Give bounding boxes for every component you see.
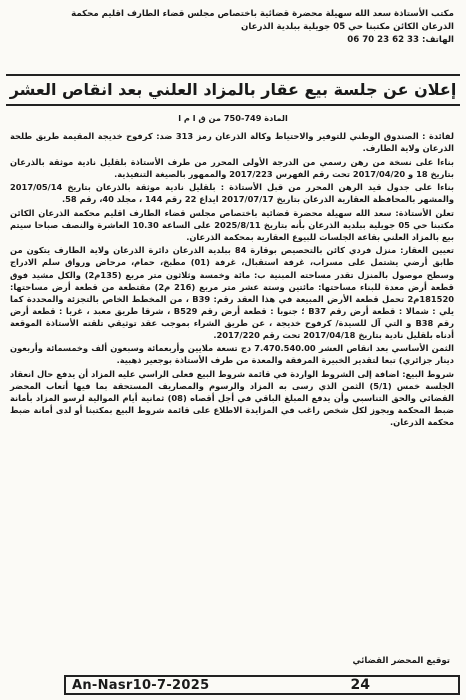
phone-label: الهاتف: (422, 35, 454, 45)
notice-body (10, 130, 454, 430)
paragraph-sale-conditions: شروط البيع: اضافة إلى الشروط الواردة في قائمة شروط البيع فعلى الراسي عليه المزاد أن يدفع حال انعقاد الجلسة خمس (5/1) الثمن الذي رسى به المزاد والرسوم والمصاريف المستحقة بما فيها أتعاب المحضر القضائي والحق التناسبي وأن يدفع المبلغ الباقي في أجل أقصاه (08) ثمانية أيام الموالية لرسو المزاد بأمانة ضبط المحكمة ويجوز لكل شخص راغب في المزايدة الاطلاع على قائمة شروط البيع بمكتبنا أو لدى أمانة ضبط محكمة الذرعان. (10, 368, 454, 428)
paragraph-parties: لفائدة : الصندوق الوطني للتوفير والاحتياط وكالة الذرعان رمز 313 ضد: كرفوح خديجة المقيمة طريق طلحة الذرعان ولاية الطارف. (10, 131, 454, 154)
bailiff-signature-line: توقيع المحضر القضائي (352, 656, 450, 666)
legal-reference: المادة 749-750 من ق ا م ا (178, 113, 288, 123)
header-line-office: مكتب الأستاذة سعد الله سهيلة محضرة قضائية باختصاص مجلس قضاء الطارف اقليم محكمة (71, 9, 454, 19)
header-line-address: الذرعان الكائن مكتبنا حي 05 جويلية ببلدية الذرعان (241, 22, 454, 32)
bailiff-office-header (70, 8, 454, 47)
phone-number: 06 70 23 62 33 (347, 35, 420, 45)
page-number: 24 (350, 677, 370, 693)
paragraph-mortgage-deed: بناءا على نسخة من رهن رسمي من الدرجة الأولى المحرر من طرف الأستاذة بلقليل نادية موثقة بالذرعان بتاريخ 18 و 2017/04/20 تحت رقم الفهرس 2017/223 والممهور بالصيغة التنفيذية. (10, 156, 454, 179)
paragraph-base-price: الثمن الأساسي بعد انقاص العشر 7.470.540.00 دج تسعة ملايين وأربعمائة وسبعون ألف وخمسمائة وأربعون دينار جزائري) تبعا لتقدير الخبيرة المرفقة والمعدة من طرف الأستاذة بوجعير ذهبية. (10, 343, 454, 366)
paragraph-mortgage-registration: بناءا على جدول قيد الرهن المحرر من قبل الأستاذة : بلقليل نادية موثقة بالذرعان بتاريخ 2017/05/14 والمشهر بالمحافظة العقارية الذرعان بتاريخ 2017/07/17 ايداع 22 رقم 144 ، مجلد 40، رقم 58. (10, 182, 454, 205)
page-footer (64, 675, 460, 695)
notice-title: إعلان عن جلسة بيع عقار بالمزاد العلني بعد انقاص العشر (6, 74, 460, 106)
publication-date: An-Nasr10-7-2025 (72, 677, 210, 693)
paragraph-property-description: تعيين العقار: منزل فردي كائن بالتحصيص بوقارة 84 ببلدية الذرعان دائرة الذرعان ولاية الطارف يتكون من طابق أرضي يشتمل على مسراب، غرفة استقبال، غرفة (01) مطبخ، حمام، مرحاض ورواق سلم الادراج وسطح موصول بالمنزل تقدر مساحته المبنية ب: مائة وخمسة وثلاثون متر مربع (135م2) والكل مشيد فوق قطعة أرض معدة للبناء مساحتها: مائتين وستة عشر متر مربع (216 م2) مقتطعة من قطعة أرض مساحتها: 181520م2 تحمل قطعة الأرض المبيعة في هذا العقد رقم: B39 ، من المخطط الخاص بالتجزئة والمحددة كما يلي : شمالا : قطعة أرض رقم B37 ؛ جنوبا : قطعة أرض رقم B529 ، شرقا طريق معبد ، غربا : قطعة أرض رقم B38 و التي آل للسيدة/ كرفوح خديجة ، عن طريق الشراء بموجب عقد توثيقي تلقته الأستاذة الموقعة أدناه بلقليل نادية بتاريخ 2017/04/18 تحت رقم 2017/220. (10, 245, 455, 340)
header-line-phone (70, 34, 454, 47)
paragraph-auction-announcement: تعلن الأستاذة: سعد الله سهيلة محضرة قضائية باختصاص مجلس قضاء الطارف اقليم محكمة الذرعان الكائن مكتبنا حي 05 جويلية ببلدية الذرعان بأنه بتاريخ 2025/8/11 على الساعة 10.30 العاشرة والنصف صباحا سيتم بيع بالمزاد العلني بقاعة الجلسات للبيوع العقارية بمحكمة الذرعان. (10, 207, 454, 242)
